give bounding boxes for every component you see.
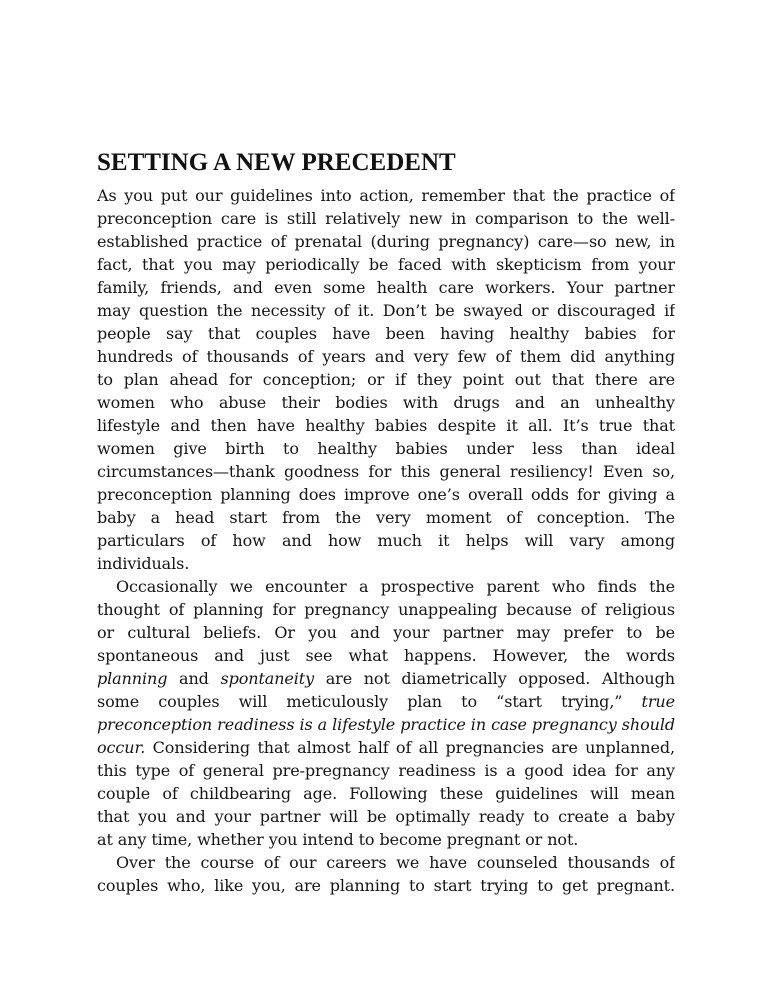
text-line xyxy=(97,690,675,713)
text-line xyxy=(97,506,675,529)
text-run: and xyxy=(167,669,221,688)
text-run: or cultural beliefs. Or you and your partner may prefer to be xyxy=(97,623,675,642)
text-run: couples who, like you, are planning to start trying to get pregnant. xyxy=(97,876,675,895)
text-run: family, friends, and even some health care workers. Your partner xyxy=(97,278,675,297)
text-line xyxy=(97,759,675,782)
text-run: couple of childbearing age. Following these guidelines will mean xyxy=(97,784,675,803)
text-run: particulars of how and how much it helps will vary among xyxy=(97,531,675,550)
text-line xyxy=(97,184,675,207)
text-line xyxy=(97,207,675,230)
text-run: preconception planning does improve one’s overall odds for giving a xyxy=(97,485,675,504)
text-run: this type of general pre-pregnancy readiness is a good idea for any xyxy=(97,761,675,780)
text-line xyxy=(97,529,675,552)
text-line xyxy=(97,828,675,851)
text-run: established practice of prenatal (during pregnancy) care—so new, in xyxy=(97,232,675,251)
italic-text: planning xyxy=(97,669,168,688)
text-run: individuals. xyxy=(97,554,190,573)
italic-text: preconception readiness is a lifestyle practice in case pregnancy should xyxy=(97,715,675,734)
text-line xyxy=(97,782,675,805)
text-line xyxy=(97,437,675,460)
text-line xyxy=(97,598,675,621)
text-line xyxy=(97,299,675,322)
text-line xyxy=(97,230,675,253)
body-text xyxy=(97,184,675,897)
text-run: Considering that almost half of all pregnancies are unplanned, xyxy=(145,738,675,757)
text-line xyxy=(97,276,675,299)
text-line xyxy=(97,414,675,437)
text-line xyxy=(97,552,675,575)
text-run: may question the necessity of it. Don’t be swayed or discouraged if xyxy=(97,301,675,320)
text-run: women who abuse their bodies with drugs and an unhealthy xyxy=(97,393,675,412)
text-line xyxy=(97,345,675,368)
italic-text: occur. xyxy=(97,738,146,757)
text-run: hundreds of thousands of years and very few of them did anything xyxy=(97,347,675,366)
text-run: people say that couples have been having healthy babies for xyxy=(97,324,675,343)
text-run: to plan ahead for conception; or if they point out that there are xyxy=(97,370,675,389)
text-run: spontaneous and just see what happens. However, the words xyxy=(97,646,675,665)
text-run: at any time, whether you intend to become pregnant or not. xyxy=(97,830,579,849)
text-line xyxy=(97,368,675,391)
section-heading: SETTING A NEW PRECEDENT xyxy=(97,149,456,176)
text-run: thought of planning for pregnancy unappealing because of religious xyxy=(97,600,675,619)
text-line xyxy=(97,391,675,414)
text-line xyxy=(97,736,675,759)
text-run: Occasionally we encounter a prospective parent who finds the xyxy=(116,577,675,596)
text-run: fact, that you may periodically be faced with skepticism from your xyxy=(97,255,675,274)
text-line xyxy=(97,805,675,828)
text-line xyxy=(97,874,675,897)
text-run: are not diametrically opposed. Although xyxy=(314,669,675,688)
text-line xyxy=(97,713,675,736)
text-run: baby a head start from the very moment of conception. The xyxy=(97,508,675,527)
text-run: women give birth to healthy babies under less than ideal xyxy=(97,439,675,458)
text-line xyxy=(97,621,675,644)
text-run: circumstances—thank goodness for this general resiliency! Even so, xyxy=(97,462,675,481)
text-run: that you and your partner will be optimally ready to create a baby xyxy=(97,807,675,826)
text-run: As you put our guidelines into action, remember that the practice of xyxy=(97,186,675,205)
text-run: preconception care is still relatively new in comparison to the well- xyxy=(97,209,675,228)
text-line xyxy=(97,667,675,690)
text-line xyxy=(97,851,675,874)
text-run: lifestyle and then have healthy babies despite it all. It’s true that xyxy=(97,416,675,435)
italic-text: true xyxy=(641,692,675,711)
text-run: Over the course of our careers we have counseled thousands of xyxy=(116,853,675,872)
italic-text: spontaneity xyxy=(220,669,315,688)
text-line xyxy=(97,483,675,506)
text-line xyxy=(97,575,675,598)
text-run: some couples will meticulously plan to “start trying,” xyxy=(97,692,642,711)
text-line xyxy=(97,460,675,483)
text-line xyxy=(97,253,675,276)
text-line xyxy=(97,322,675,345)
text-line xyxy=(97,644,675,667)
